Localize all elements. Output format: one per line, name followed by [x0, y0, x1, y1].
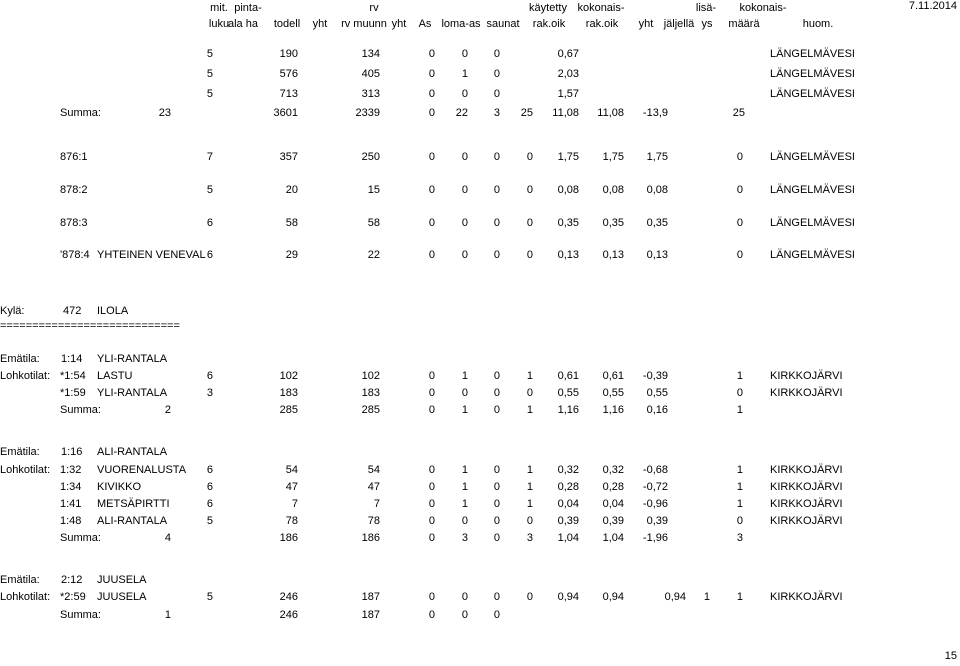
table-cell: 0	[736, 151, 743, 163]
table-cell: 357	[279, 151, 298, 163]
table-cell: -0,68	[642, 464, 668, 476]
summary-cell: 1	[461, 404, 468, 416]
header-label: jäljellä	[663, 18, 695, 30]
table-cell: 0	[428, 88, 435, 100]
table-cell: 0	[461, 217, 468, 229]
table-cell: 6	[206, 370, 213, 382]
summary-cell: 285	[279, 404, 298, 416]
table-cell: 0	[428, 387, 435, 399]
table-cell: 5	[206, 515, 213, 527]
table-cell: 0	[526, 591, 533, 603]
table-cell: LASTU	[97, 370, 133, 382]
summary-cell: 0	[428, 532, 435, 544]
table-cell: 0	[461, 387, 468, 399]
table-cell: 1	[736, 464, 743, 476]
summary-cell: 0	[493, 404, 500, 416]
header-label: määrä	[728, 18, 760, 30]
table-cell: 0,08	[557, 184, 579, 196]
summary-cell: 0	[428, 609, 435, 621]
summary-cell: 0	[428, 107, 435, 119]
summary-cell: 25	[732, 107, 745, 119]
table-cell: 1	[461, 370, 468, 382]
summary-cell: 3	[526, 532, 533, 544]
table-cell: 0,32	[602, 464, 624, 476]
table-cell: YHTEINEN VENEVAL	[97, 249, 206, 261]
summary-cell: 1	[736, 404, 743, 416]
table-cell: 2,03	[557, 68, 579, 80]
table-cell: 0	[493, 48, 500, 60]
table-cell: 58	[285, 217, 298, 229]
table-cell: ALI-RANTALA	[97, 515, 168, 527]
table-cell: -0,39	[642, 370, 668, 382]
table-cell: 0	[428, 217, 435, 229]
table-cell: 313	[361, 88, 380, 100]
village-number: 472	[63, 305, 82, 317]
summary-cell: 2339	[355, 107, 380, 119]
municipality-cell: KIRKKOJÄRVI	[770, 387, 843, 399]
municipality-cell: LÄNGELMÄVESI	[770, 184, 855, 196]
table-cell: 1,75	[557, 151, 579, 163]
table-cell: 54	[285, 464, 298, 476]
table-cell: 0	[526, 387, 533, 399]
header-label: todell	[273, 18, 301, 30]
summary-cell: 0	[428, 404, 435, 416]
header-label: yht	[312, 18, 328, 30]
table-cell: 0	[736, 217, 743, 229]
municipality-cell: KIRKKOJÄRVI	[770, 591, 843, 603]
summary-cell: 11,08	[552, 107, 579, 119]
table-cell: 0	[526, 217, 533, 229]
table-cell: 0	[493, 88, 500, 100]
table-cell: 0	[461, 151, 468, 163]
table-cell: 5	[206, 591, 213, 603]
ematila-label: Emätila:	[0, 353, 40, 365]
ematila-name: YLI-RANTALA	[97, 353, 168, 365]
municipality-cell: LÄNGELMÄVESI	[770, 88, 855, 100]
summary-cell: 4	[164, 532, 171, 544]
table-cell: 0	[461, 249, 468, 261]
summary-label: Summa:	[60, 532, 101, 544]
municipality-cell: KIRKKOJÄRVI	[770, 464, 843, 476]
table-cell: 0,32	[557, 464, 579, 476]
table-cell: 1	[461, 481, 468, 493]
municipality-cell: KIRKKOJÄRVI	[770, 498, 843, 510]
table-cell: 0	[493, 481, 500, 493]
table-cell: 0	[461, 184, 468, 196]
table-cell: 0,55	[602, 387, 624, 399]
summary-label: Summa:	[60, 609, 101, 621]
table-cell: 6	[206, 464, 213, 476]
header-label: loma-as	[441, 18, 481, 30]
summary-cell: 285	[361, 404, 380, 416]
header-label: käytetty	[529, 2, 567, 14]
header-label: saunat	[486, 18, 520, 30]
summary-cell: 187	[361, 609, 380, 621]
summary-cell: 1	[164, 609, 171, 621]
table-cell: 1,57	[557, 88, 579, 100]
table-cell: 47	[285, 481, 298, 493]
table-cell: 0	[493, 464, 500, 476]
summary-cell: 22	[455, 107, 468, 119]
table-cell: 0,94	[664, 591, 686, 603]
table-cell: 134	[361, 48, 380, 60]
table-cell: 0,61	[602, 370, 624, 382]
table-cell: 7	[291, 498, 298, 510]
table-cell: 0	[526, 184, 533, 196]
header-label: yht	[391, 18, 407, 30]
table-cell: 1	[703, 591, 710, 603]
table-cell: 0,39	[557, 515, 579, 527]
table-cell: 5	[206, 48, 213, 60]
table-cell: 6	[206, 481, 213, 493]
table-cell: 6	[206, 217, 213, 229]
table-cell: 0	[461, 591, 468, 603]
table-cell: KIVIKKO	[97, 481, 142, 493]
table-cell: 183	[361, 387, 380, 399]
table-cell: 1	[461, 498, 468, 510]
table-cell: 0,39	[602, 515, 624, 527]
table-cell: 0	[736, 249, 743, 261]
ematila-id: 1:14	[61, 353, 83, 365]
table-cell: 1:34	[60, 481, 82, 493]
table-cell: 1	[461, 68, 468, 80]
table-cell: 0,08	[602, 184, 624, 196]
summary-cell: 3601	[273, 107, 298, 119]
municipality-cell: LÄNGELMÄVESI	[770, 48, 855, 60]
table-cell: 0,35	[557, 217, 579, 229]
table-cell: 187	[361, 591, 380, 603]
table-cell: 7	[373, 498, 380, 510]
ematila-label: Emätila:	[0, 446, 40, 458]
ematila-id: 1:16	[61, 446, 83, 458]
table-cell: YLI-RANTALA	[97, 387, 168, 399]
summary-cell: 1,16	[602, 404, 624, 416]
table-cell: 0,04	[602, 498, 624, 510]
header-label: ala ha	[228, 18, 258, 30]
table-cell: 78	[367, 515, 380, 527]
table-cell: 47	[367, 481, 380, 493]
table-cell: *1:54	[60, 370, 86, 382]
table-cell: 576	[279, 68, 298, 80]
table-cell: 0,94	[557, 591, 579, 603]
summary-label: Summa:	[60, 107, 101, 119]
summary-cell: 23	[158, 107, 171, 119]
header-label: rv muunn	[341, 18, 387, 30]
table-cell: 1,75	[646, 151, 668, 163]
table-cell: 1	[461, 464, 468, 476]
lohkotilat-label: Lohkotilat:	[0, 591, 51, 603]
table-cell: 0	[428, 515, 435, 527]
table-cell: 0	[493, 591, 500, 603]
table-cell: -0,96	[642, 498, 668, 510]
table-cell: 20	[285, 184, 298, 196]
header-label: rak.oik	[532, 18, 566, 30]
table-cell: 78	[285, 515, 298, 527]
table-cell: 5	[206, 184, 213, 196]
table-cell: 0	[493, 184, 500, 196]
table-cell: 0	[493, 249, 500, 261]
table-cell: 713	[279, 88, 298, 100]
table-cell: 0,39	[646, 515, 668, 527]
summary-cell: 0	[493, 532, 500, 544]
table-cell: 0,35	[646, 217, 668, 229]
summary-cell: 11,08	[597, 107, 624, 119]
header-label: rv	[369, 2, 379, 14]
header-label: luku	[208, 18, 230, 30]
summary-cell: 246	[279, 609, 298, 621]
header-label: ys	[701, 18, 713, 30]
table-cell: 22	[367, 249, 380, 261]
table-cell: 0,61	[557, 370, 579, 382]
header-label: As	[418, 18, 432, 30]
table-cell: 0	[428, 184, 435, 196]
table-cell: 1	[526, 498, 533, 510]
ematila-id: 2:12	[61, 574, 83, 586]
table-cell: 0	[461, 48, 468, 60]
separator-line: ============================	[0, 320, 180, 332]
table-cell: 0	[493, 217, 500, 229]
table-cell: 0	[428, 370, 435, 382]
summary-cell: -1,96	[642, 532, 668, 544]
table-cell: 190	[279, 48, 298, 60]
table-cell: 0	[428, 498, 435, 510]
ematila-label: Emätila:	[0, 574, 40, 586]
table-cell: 0,67	[557, 48, 579, 60]
municipality-cell: KIRKKOJÄRVI	[770, 370, 843, 382]
table-cell: 0,08	[646, 184, 668, 196]
table-cell: 1:32	[60, 464, 82, 476]
table-cell: 6	[206, 498, 213, 510]
table-cell: 15	[367, 184, 380, 196]
table-cell: 183	[279, 387, 298, 399]
table-cell: 0	[428, 481, 435, 493]
table-cell: *2:59	[60, 591, 86, 603]
table-cell: 0	[428, 464, 435, 476]
table-cell: 250	[361, 151, 380, 163]
municipality-cell: LÄNGELMÄVESI	[770, 217, 855, 229]
table-cell: 1:48	[60, 515, 82, 527]
ematila-name: JUUSELA	[97, 574, 147, 586]
ematila-name: ALI-RANTALA	[97, 446, 168, 458]
table-cell: 0,55	[557, 387, 579, 399]
summary-cell: 1,04	[557, 532, 579, 544]
table-cell: 1	[736, 591, 743, 603]
municipality-cell: LÄNGELMÄVESI	[770, 249, 855, 261]
table-cell: 405	[361, 68, 380, 80]
header-label: huom.	[802, 18, 834, 30]
table-cell: 0	[493, 370, 500, 382]
table-cell: 0	[526, 249, 533, 261]
table-cell: 0	[736, 387, 743, 399]
summary-cell: 3	[493, 107, 500, 119]
table-cell: 0	[736, 184, 743, 196]
header-label: kokonais-	[577, 2, 625, 14]
table-cell: 1	[526, 370, 533, 382]
table-cell: 0	[526, 151, 533, 163]
table-cell: 1,75	[602, 151, 624, 163]
table-cell: 0	[493, 387, 500, 399]
summary-cell: 0	[493, 609, 500, 621]
table-cell: VUORENALUSTA	[97, 464, 187, 476]
table-cell: 102	[361, 370, 380, 382]
summary-cell: 3	[461, 532, 468, 544]
table-cell: 1	[736, 481, 743, 493]
table-cell: 0,13	[602, 249, 624, 261]
table-cell: '878:4	[60, 249, 90, 261]
table-cell: 1	[736, 370, 743, 382]
table-cell: 1	[526, 464, 533, 476]
summary-label: Summa:	[60, 404, 101, 416]
table-cell: METSÄPIRTTI	[97, 498, 170, 510]
table-cell: 0	[493, 498, 500, 510]
table-cell: 7	[206, 151, 213, 163]
table-cell: 1	[736, 498, 743, 510]
table-cell: 0,28	[602, 481, 624, 493]
table-cell: 0	[493, 68, 500, 80]
table-cell: 0	[493, 515, 500, 527]
summary-cell: 1,16	[557, 404, 579, 416]
header-label: mit.	[210, 2, 228, 14]
table-cell: JUUSELA	[97, 591, 147, 603]
table-cell: 5	[206, 88, 213, 100]
summary-cell: 0,16	[646, 404, 668, 416]
table-cell: 0	[428, 68, 435, 80]
table-cell: 246	[279, 591, 298, 603]
table-cell: 1:41	[60, 498, 82, 510]
table-cell: 6	[206, 249, 213, 261]
table-cell: 5	[206, 68, 213, 80]
table-cell: 0,35	[602, 217, 624, 229]
table-cell: 102	[279, 370, 298, 382]
page-number: 15	[944, 650, 957, 662]
table-cell: 0	[493, 151, 500, 163]
table-cell: *1:59	[60, 387, 86, 399]
table-cell: 0	[428, 591, 435, 603]
table-cell: 0	[526, 515, 533, 527]
table-cell: 878:2	[60, 184, 88, 196]
table-cell: 29	[285, 249, 298, 261]
summary-cell: 0	[461, 609, 468, 621]
summary-cell: 1	[526, 404, 533, 416]
table-cell: 0	[428, 48, 435, 60]
municipality-cell: LÄNGELMÄVESI	[770, 151, 855, 163]
lohkotilat-label: Lohkotilat:	[0, 464, 51, 476]
table-cell: 0	[461, 88, 468, 100]
municipality-cell: LÄNGELMÄVESI	[770, 68, 855, 80]
header-label: yht	[638, 18, 654, 30]
table-cell: 54	[367, 464, 380, 476]
table-cell: 0,04	[557, 498, 579, 510]
table-cell: -0,72	[642, 481, 668, 493]
municipality-cell: KIRKKOJÄRVI	[770, 515, 843, 527]
table-cell: 1	[526, 481, 533, 493]
summary-cell: 2	[164, 404, 171, 416]
header-label: kokonais-	[739, 2, 787, 14]
header-label: lisä-	[695, 2, 717, 14]
village-label: Kylä:	[0, 305, 25, 317]
table-cell: 0,55	[646, 387, 668, 399]
header-label: rak.oik	[585, 18, 619, 30]
table-cell: 0,94	[602, 591, 624, 603]
table-cell: 878:3	[60, 217, 88, 229]
municipality-cell: KIRKKOJÄRVI	[770, 481, 843, 493]
table-cell: 0	[461, 515, 468, 527]
table-cell: 0	[428, 151, 435, 163]
summary-cell: 3	[736, 532, 743, 544]
village-name: ILOLA	[97, 305, 129, 317]
table-cell: 0,13	[557, 249, 579, 261]
table-cell: 0,13	[646, 249, 668, 261]
table-cell: 0,28	[557, 481, 579, 493]
summary-cell: 1,04	[602, 532, 624, 544]
summary-cell: 186	[361, 532, 380, 544]
table-cell: 0	[736, 515, 743, 527]
table-cell: 58	[367, 217, 380, 229]
header-label: pinta-	[234, 2, 262, 14]
summary-cell: -13,9	[642, 107, 668, 119]
lohkotilat-label: Lohkotilat:	[0, 370, 51, 382]
table-cell: 876:1	[60, 151, 88, 163]
table-cell: 3	[206, 387, 213, 399]
summary-cell: 25	[520, 107, 533, 119]
report-date: 7.11.2014	[908, 0, 957, 12]
summary-cell: 186	[279, 532, 298, 544]
table-cell: 0	[428, 249, 435, 261]
